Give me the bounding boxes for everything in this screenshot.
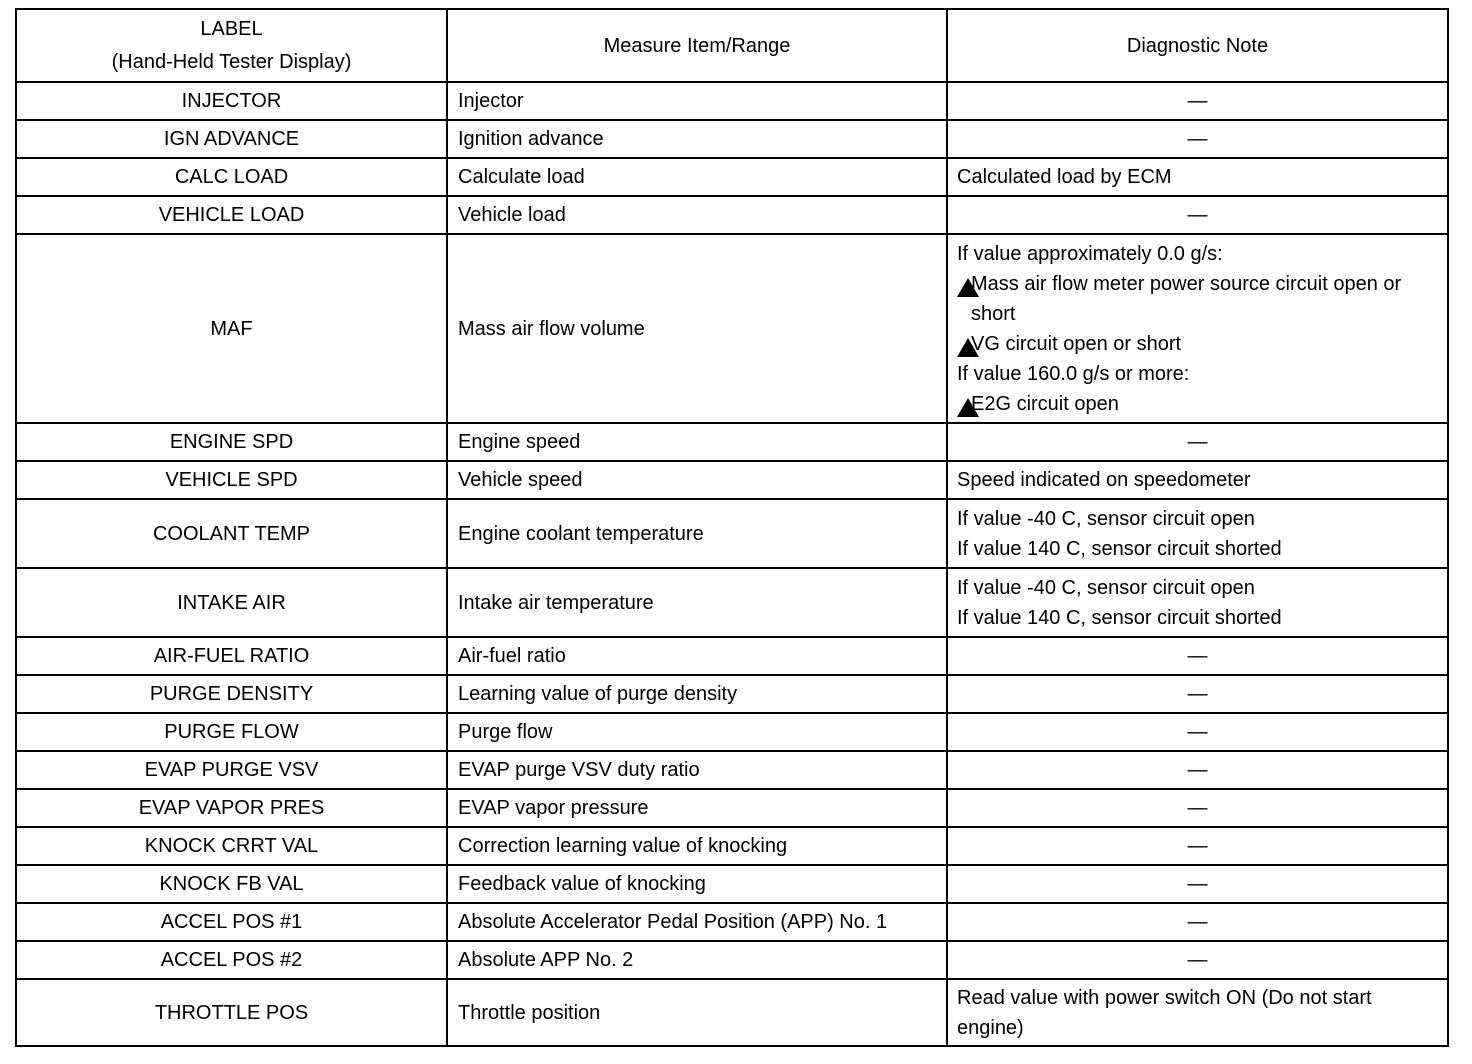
cell-label: KNOCK CRRT VAL — [16, 827, 447, 865]
cell-measure: Learning value of purge density — [447, 675, 947, 713]
cell-label: COOLANT TEMP — [16, 499, 447, 568]
note-line — [957, 359, 1441, 389]
table-row — [16, 120, 1448, 158]
table-row — [16, 637, 1448, 675]
cell-measure: Calculate load — [447, 158, 947, 196]
note-line — [957, 573, 1441, 603]
table-row — [16, 423, 1448, 461]
table-row — [16, 82, 1448, 120]
table-row — [16, 461, 1448, 499]
note-line — [957, 239, 1441, 269]
table-row — [16, 675, 1448, 713]
note-line — [957, 534, 1441, 564]
cell-label: THROTTLE POS — [16, 979, 447, 1046]
cell-note — [947, 499, 1448, 568]
diagnostic-table — [15, 8, 1449, 1047]
header-label-line2: (Hand-Held Tester Display) — [111, 50, 352, 73]
cell-label: KNOCK FB VAL — [16, 865, 447, 903]
cell-measure: Engine coolant temperature — [447, 499, 947, 568]
cell-label: ACCEL POS #2 — [16, 941, 447, 979]
cell-label: EVAP PURGE VSV — [16, 751, 447, 789]
table-row — [16, 568, 1448, 637]
note-line-text: If value 140 C, sensor circuit shorted — [957, 537, 1282, 560]
cell-note: Read value with power switch ON (Do not start engine) — [947, 979, 1448, 1046]
cell-note — [947, 568, 1448, 637]
cell-note: — — [947, 675, 1448, 713]
cell-note: — — [947, 941, 1448, 979]
cell-label: MAF — [16, 234, 447, 423]
note-line-text: If value -40 C, sensor circuit open — [957, 576, 1255, 599]
cell-measure: Absolute Accelerator Pedal Position (APP) No. 1 — [447, 903, 947, 941]
cell-label: IGN ADVANCE — [16, 120, 447, 158]
note-line-text: Mass air flow meter power source circuit open or short — [971, 272, 1402, 325]
header-note: Diagnostic Note — [947, 9, 1448, 82]
cell-measure: Feedback value of knocking — [447, 865, 947, 903]
table-row — [16, 827, 1448, 865]
warning-triangle-icon — [957, 278, 979, 297]
cell-measure: Correction learning value of knocking — [447, 827, 947, 865]
table-row — [16, 499, 1448, 568]
cell-measure: Vehicle load — [447, 196, 947, 234]
cell-note: Calculated load by ECM — [947, 158, 1448, 196]
warning-triangle-icon — [957, 398, 979, 417]
cell-measure: Mass air flow volume — [447, 234, 947, 423]
table-row — [16, 979, 1448, 1046]
table-row — [16, 903, 1448, 941]
cell-measure: Throttle position — [447, 979, 947, 1046]
cell-note: — — [947, 789, 1448, 827]
table-row — [16, 713, 1448, 751]
table-row — [16, 158, 1448, 196]
note-line — [957, 329, 1441, 359]
warning-triangle-icon — [957, 338, 979, 357]
cell-label: ENGINE SPD — [16, 423, 447, 461]
cell-note: — — [947, 865, 1448, 903]
cell-measure: Injector — [447, 82, 947, 120]
cell-measure: Air-fuel ratio — [447, 637, 947, 675]
note-line-text: If value approximately 0.0 g/s: — [957, 242, 1223, 265]
cell-label: AIR-FUEL RATIO — [16, 637, 447, 675]
cell-note: — — [947, 120, 1448, 158]
note-line — [957, 269, 1441, 329]
cell-note: — — [947, 637, 1448, 675]
cell-measure: Absolute APP No. 2 — [447, 941, 947, 979]
table-header-row — [16, 9, 1448, 82]
cell-measure: EVAP purge VSV duty ratio — [447, 751, 947, 789]
note-line-text: If value 160.0 g/s or more: — [957, 362, 1190, 385]
note-line-text: E2G circuit open — [971, 392, 1119, 415]
cell-measure: Engine speed — [447, 423, 947, 461]
cell-label: EVAP VAPOR PRES — [16, 789, 447, 827]
cell-label: CALC LOAD — [16, 158, 447, 196]
cell-note: Speed indicated on speedometer — [947, 461, 1448, 499]
cell-label: PURGE DENSITY — [16, 675, 447, 713]
cell-measure: Ignition advance — [447, 120, 947, 158]
note-line-text: If value 140 C, sensor circuit shorted — [957, 606, 1282, 629]
table-row — [16, 196, 1448, 234]
cell-note: — — [947, 423, 1448, 461]
cell-note: — — [947, 713, 1448, 751]
cell-label: VEHICLE SPD — [16, 461, 447, 499]
header-measure: Measure Item/Range — [447, 9, 947, 82]
table-row — [16, 865, 1448, 903]
header-label — [16, 9, 447, 82]
cell-label: VEHICLE LOAD — [16, 196, 447, 234]
cell-label: INTAKE AIR — [16, 568, 447, 637]
cell-measure: EVAP vapor pressure — [447, 789, 947, 827]
cell-note: — — [947, 903, 1448, 941]
note-line-text: VG circuit open or short — [971, 332, 1182, 355]
cell-measure: Intake air temperature — [447, 568, 947, 637]
cell-measure: Vehicle speed — [447, 461, 947, 499]
cell-note — [947, 234, 1448, 423]
table-row — [16, 941, 1448, 979]
header-label-line1: LABEL — [200, 17, 263, 40]
cell-measure: Purge flow — [447, 713, 947, 751]
cell-label: ACCEL POS #1 — [16, 903, 447, 941]
cell-note: — — [947, 82, 1448, 120]
cell-note: — — [947, 827, 1448, 865]
note-line — [957, 389, 1441, 419]
note-line — [957, 603, 1441, 633]
note-line-text: If value -40 C, sensor circuit open — [957, 507, 1255, 530]
cell-label: PURGE FLOW — [16, 713, 447, 751]
table-row — [16, 751, 1448, 789]
cell-note: — — [947, 751, 1448, 789]
cell-label: INJECTOR — [16, 82, 447, 120]
table-row — [16, 234, 1448, 423]
cell-note: — — [947, 196, 1448, 234]
note-line — [957, 504, 1441, 534]
table-row — [16, 789, 1448, 827]
